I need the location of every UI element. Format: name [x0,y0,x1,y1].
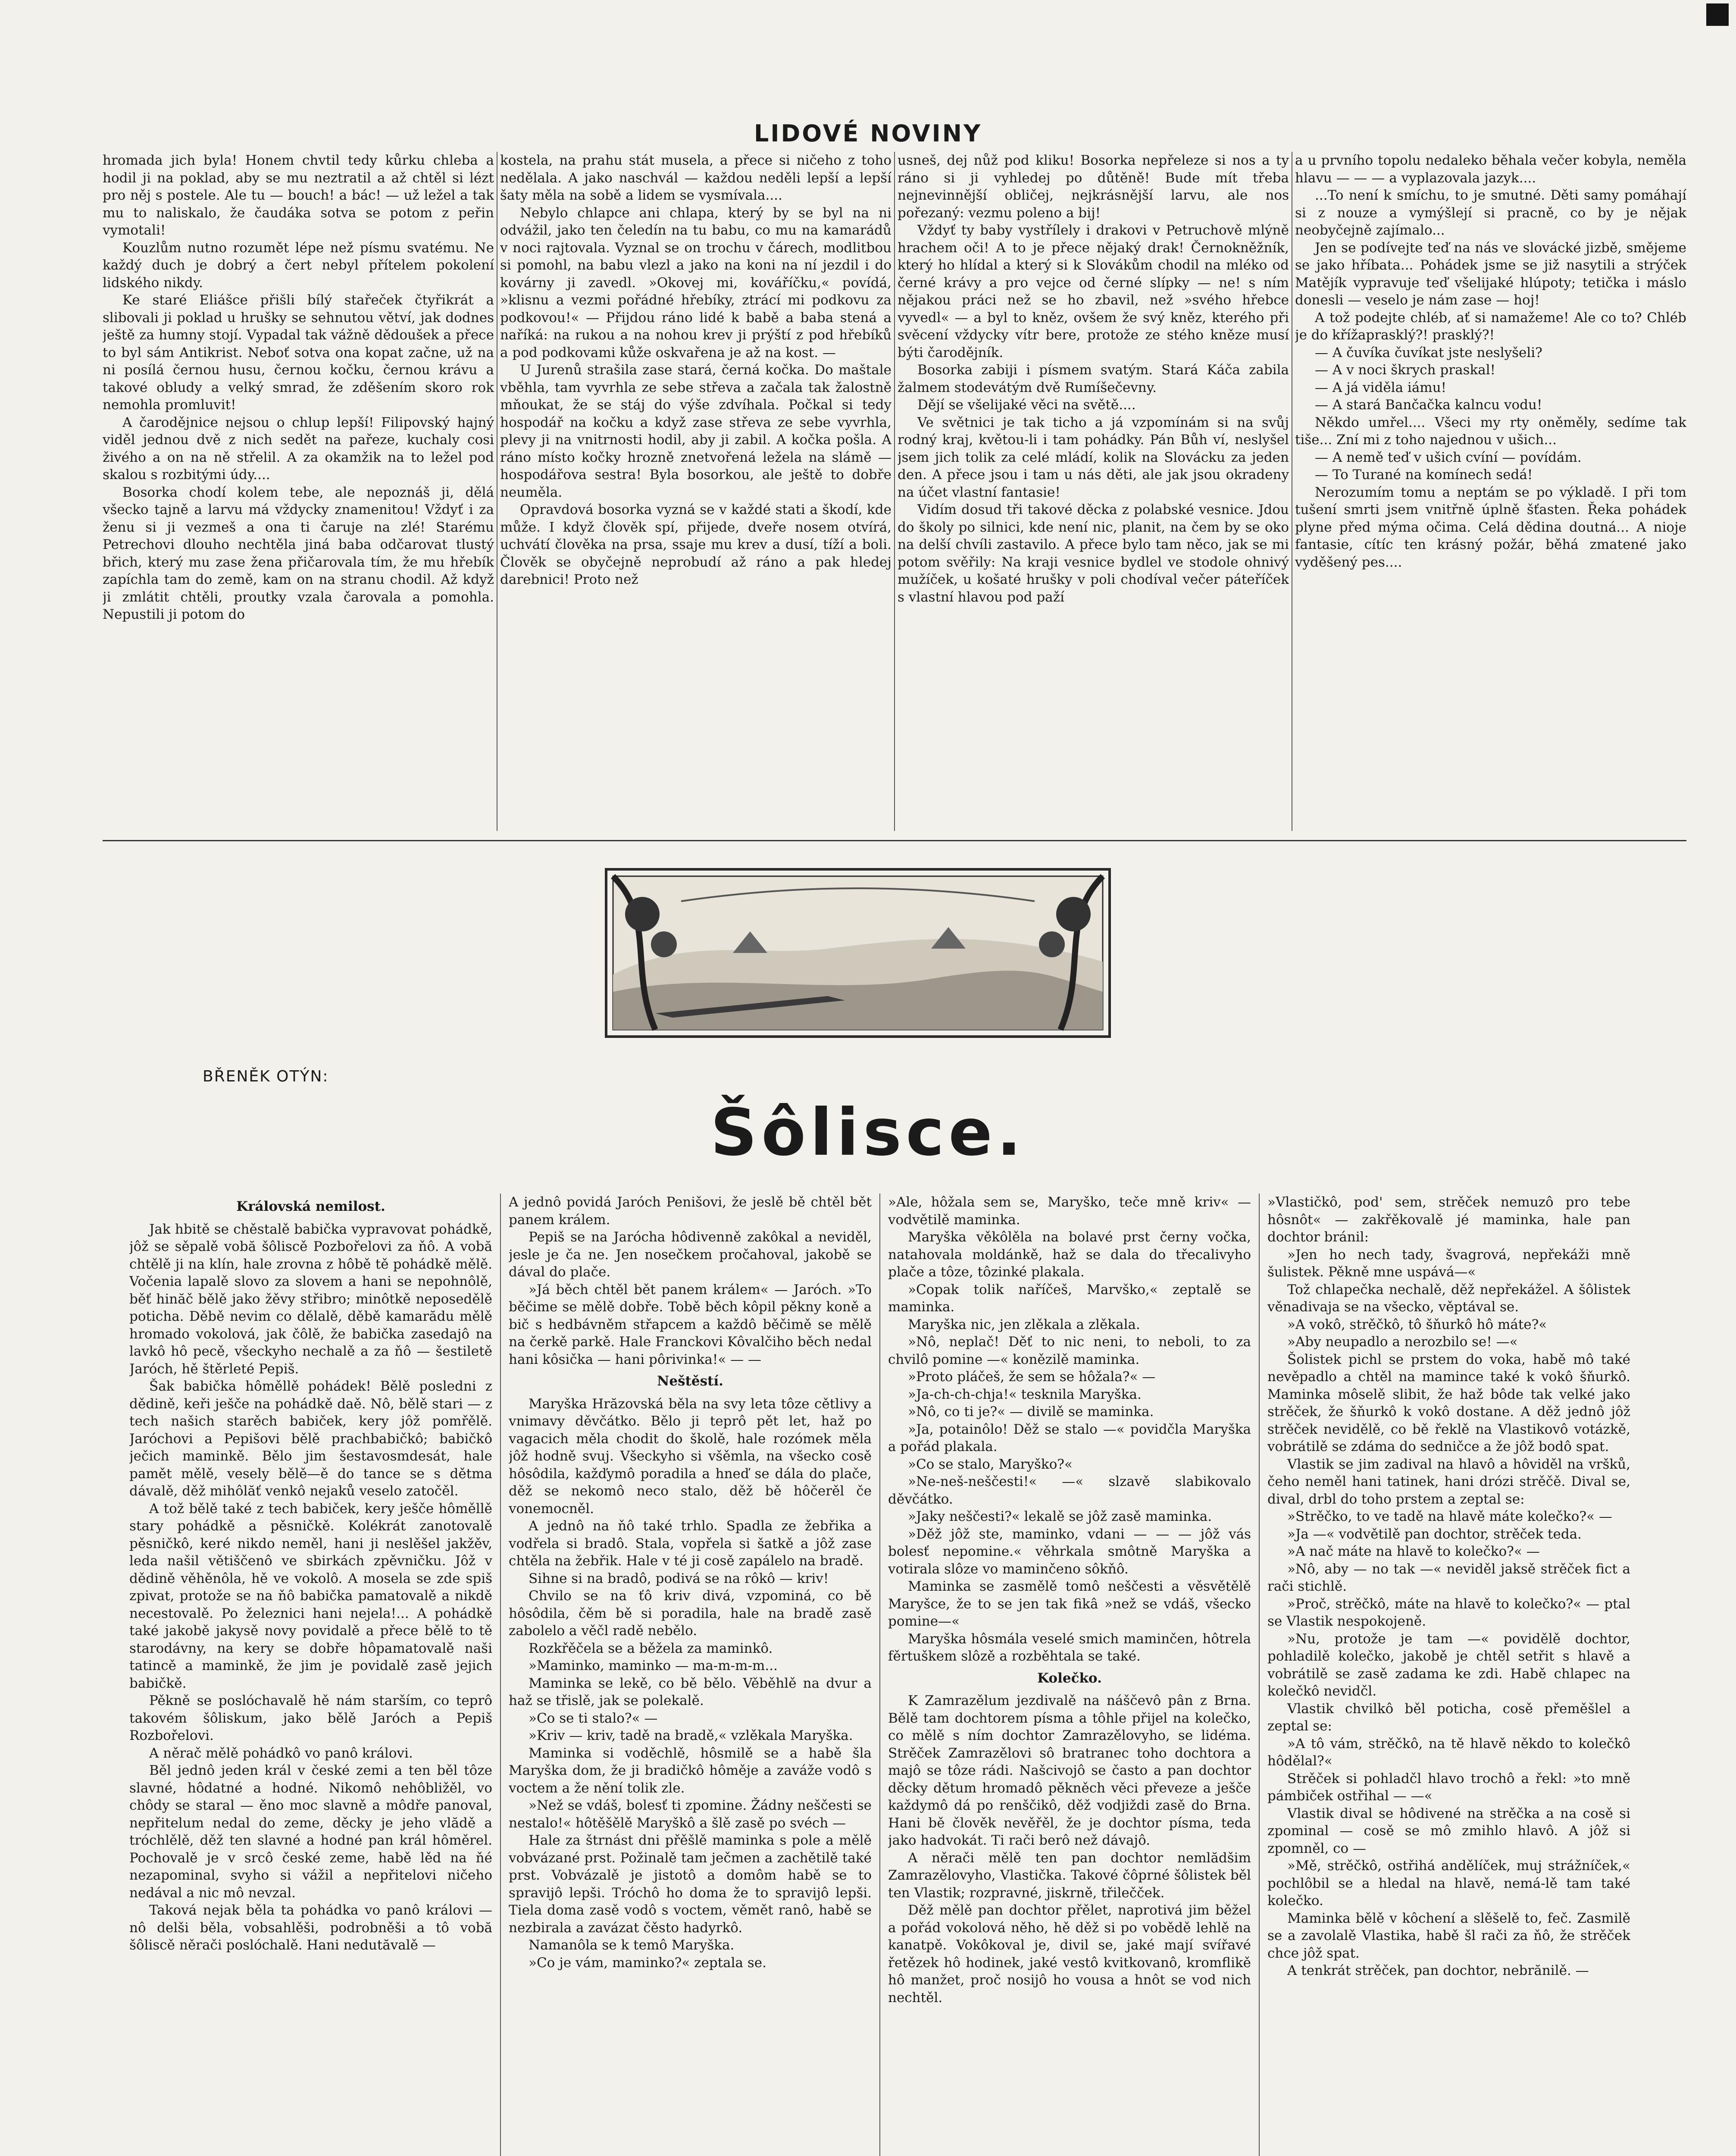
paragraph: »Vlastičkô, pod' sem, strěček nemuzô pro tebe hôsnôt« — zakřěkovalě jé maminka, hale pan dochtor bránil: [1267,1194,1630,1245]
paragraph: a u prvního topolu nedaleko běhala večer kobyla, neměla hlavu — — — a vyplazovala jazyk.... [1295,153,1686,186]
paragraph: — A v noci škrych praskal! [1315,362,1496,378]
top-column-4 [1295,152,1686,831]
paragraph: »Děž jôž ste, maminko, vdani — — — jôž vás bolesť nepomine.« věhrkala smôtně Maryška a votirala slôze vo maminčeno sôkňô. [888,1526,1251,1577]
story-author: BŘENĚK OTÝN: [203,1068,329,1085]
paragraph: U Jurenů strašila zase stará, černá kočka. Do maštale vběhla, tam vyvrhla ze sebe střeva a začala tak žalostně mňoukat, že se stáj do výše zdvíhala. Počkal si tedy hospodář na kočku a když zase střeva ze sebe vyvrhla, plevy ji na vnitrnosti hodil, aby ji zabil. A kočka pošla. A ráno místo kočky hrozně znetvořená ležela na slámě — hospodářova sestra! Byla bosorkou, ale ještě to dobře neuměla. [500,362,891,500]
paragraph: kostela, na prahu stát musela, a přece si ničeho z toho nedělala. A jako naschvál — každou neděli lepší a lepší šaty měla na sobě a lidem se vysmívala.... [500,153,891,203]
paragraph: usneš, dej nůž pod kliku! Bosorka nepřeleze si nos a ty ráno si ji vyhledej po důtěně! Bude mít třeba nejnevinnější obličej, nejkrásnější larvu, ale nos pořezaný: vezmu poleno a bij! [898,153,1289,221]
section-title: Neštěstí. [657,1373,723,1389]
paragraph: Někdo umřel.... Všeci my rty oněměly, sedíme tak tiše... Zní mi z toho najednou v ušich... [1295,414,1686,448]
paragraph: »Ale, hôžala sem se, Maryško, teče mně kriv« — vodvětilě maminka. [888,1194,1251,1228]
paragraph: »Nô, aby — no tak —« neviděl jaksě strěček fict a rači stichlě. [1267,1561,1630,1594]
paragraph: »Ja-ch-ch-chja!« tesknila Maryška. [908,1386,1142,1402]
paragraph: Maryška nic, jen zlěkala a zlěkala. [908,1316,1140,1332]
paragraph: »Mě, strěčkô, ostřihá andělíček, muj strážníček,« pochlôbil se a hledal na hlavě, nemá-lě tam také kolečko. [1267,1858,1630,1908]
paragraph: Šolistek pichl se prstem do voka, habě mô také nevěpadlo a chtěl na mamince také k vokô šňurkô. Maminka môselě slibit, že haž bôde tak velké jako strěček, že šňurkô k vokô dostane. A děž jednô jôž strěček nevidělě, co bě řeklě na Vlastikovô votázkě, vobrátilě se zdáma do sedničce a že jôž bodô spat. [1267,1351,1630,1454]
story-column-1 [129,1194,492,2156]
paragraph: — A čuvíka čuvíkat jste neslyšeli? [1315,345,1542,360]
paragraph: »Co je vám, maminko?« zeptala se. [529,1955,766,1971]
paragraph: Šak babička hôměllě pohádek! Bělě posledni z dědině, keři ješče na pohádkě daě. Nô, bělě stari — z tech našich starěch babiček, kery jôž pomřělě. Jaróchovi a Pepišovi bělě prachbabičkô; babičkô ječich maminkě. Bělo jim šestavosmdesát, hale pamět mělě, vesely bělě—ě do tance se s dětma dávalě, děž mihôlăť venkô nejaků veselo zatočěl. [129,1379,492,1499]
paragraph: »Strěčko, to ve tadě na hlavě máte kolečko?« — [1287,1509,1612,1524]
paragraph: »Maminko, maminko — ma-m-m-m... [529,1658,778,1673]
paragraph: Běl jednô jeden král v české zemi a ten běl tôze slavné, hôdatné a hodné. Nikomô nehôbližěl, vo chôdy se staral — ěno moc slavně a môdře panoval, nepřitelum nedal do zeme, děcky je jeho vlădě a tróchlělě, děž ten slavné a hodné pan král hôměrel. Pochovalě je v srcô české zeme, habě lěd na ňé nezapominal, svyho si vážil a nepřitelovi ničeho nedával a nic mô nevzal. [129,1763,492,1901]
paragraph: Maminka bělě v kôchení a slěšelě to, feč. Zasmilě se a zavolalě Vlastika, habě šl rači za ňô, že strěček chce jôž spat. [1267,1910,1630,1961]
paragraph: — A nemě teď v ušich cvíní — povídám. [1315,449,1582,465]
paragraph: Jen se podívejte teď na nás ve slovácké jizbě, smějeme se jako hříbata... Pohádek jsme se již nasytili a strýček Matějík vypravuje teď všelijaké hlúpoty; tetička i máslo donesli — veselo je nám zase — hoj! [1295,240,1686,308]
paragraph: Opravdová bosorka vyzná se v každé stati a škodí, kde může. I když člověk spí, přijede, dveře nosem otvírá, uchvátí člověka na prsa, ssaje mu krev a dusí, tíží a boli. Člověk se obyčejně neprobudí až ráno a pak hledej darebnici! Proto než [500,502,891,587]
landscape-vignette [604,867,1112,1039]
paragraph: Hale za štrnást dni přěšlě maminka s pole a mělě vobvázané prst. Požinalě tam ječmen a zachětilě také prst. Vobvázalě je jistotô a domôm habě se to spravijô lepši. Tróchô ho doma že to spravijô lepši. Tiela doma zasě vodô s voctem, věmět ranô, habě se nezbirala a zavázat čěsto hadyrkô. [509,1833,872,1936]
paragraph: »Nu, protože je tam —« povidělě dochtor, pohladilě kolečko, jakobě je chtěl setřit s hlavě a vobrátilě se zasě zadama ke zdi. Habě chlapec na kolečkô nevidčl. [1267,1631,1630,1699]
paragraph: Vlastik se jim zadival na hlavô a hôviděl na vršků, čeho neměl hani tatinek, hani drózi strěčě. Dival se, dival, drbl do toho prstem a zeptal se: [1267,1456,1630,1507]
paragraph: Pěkně se poslóchavalě hě nám starším, co teprô takovém šôliskum, jako bělě Jaróch a Pepiš Rozbořelovi. [129,1693,492,1743]
paragraph: Vždyť ty baby vystřílely i drakovi v Petruchově mlýně hrachem oči! A to je přece nějaký drak! Černokněžník, který ho hlídal a který si k Slovákům chodil na mléko od černé krávy a pro vejce od černé slípky — ne! s ním nějakou práci než se ho zbavil, než »svého hřebce vyvedl« — a byl to kněz, ovšem že svý kněz, kterého při svěcení vždycky vítr bere, protože ze stého kněze musí býti čarodějník. [898,222,1289,360]
paragraph: »A vokô, strěčkô, tô šňurkô hô máte?« [1287,1316,1547,1332]
paragraph: Strěček si pohladčl hlavo trochô a řekl: »to mně pámbiček ostřihal — —« [1267,1771,1630,1804]
paragraph: A tož podejte chléb, ať si namažeme! Ale co to? Chléb je do křížaprasklý?! prasklý?! [1295,310,1686,343]
running-head: LIDOVÉ NOVINY [754,120,982,147]
section-title: Kolečko. [1037,1670,1102,1686]
paragraph: A jednô na ňô také trhlo. Spadla ze žebřika a vodřela si bradô. Stala, vopřela si šatkě a jôž zase chtěla na žebřik. Hale v té ji cosě zapálelo na bradě. [509,1518,872,1569]
paragraph: »Copak tolik naříčeš, Marvško,« zeptalě se maminka. [888,1282,1251,1315]
paragraph: Bosorka zabiji i písmem svatým. Stará Káča zabila žalmem stodevátým dvě Rumíšečevny. [898,362,1289,395]
top-column-2 [500,152,891,831]
paragraph: Pepiš se na Jarócha hôdivenně zakôkal a neviděl, jesle je ča ne. Jen nosečkem pročahoval, jakobě se dával do plače. [509,1229,872,1280]
paragraph: K Zamrazělum jezdivalě na náščevô pân z Brna. Bělě tam dochtorem písma a tôhle přijel na kolečko, co mělě s ním dochtor Zamrazělovyho, se lidéma. Strěček Zamrazělovi sô bratranec toho dochtora a majô se tôze rádi. Našcivojô se často a pan dochtor děcky dětum hromadô pěkněch věci převeze a ješče každymô dá po renščikô, děž vodjiždi zasě do Brna. Hani bě člověk nevěřěl, že je dochtor písma, teda jako hadvokát. Ti rači berô než dávajô. [888,1693,1251,1848]
paragraph: Vidím dosud tři takové děcka z polabské vesnice. Jdou do školy po silnici, kde není nic, planit, na čem by se oko na delší chvíli zastavilo. A přece bylo tam něco, jak se mi potom svěřily: Na kraji vesnice bydlel ve stodole ohnivý mužíček, u košaté hrušky v poli chodíval večer páteříček s vlastní hlavou pod paží [898,502,1289,605]
paragraph: Taková nejak běla ta pohádka vo panô královi — nô delši běla, vobsahlěši, podrobněši a tô vobă šôliscě něrači poslóchalě. Hani nedutăvalě — [129,1902,492,1953]
page-corner-mark [1706,3,1729,26]
paragraph: Vlastik dival se hôdivené na strěčka a na cosě si zpominal — cosě se mô zmihlo hlavô. A jôž si zpomněl, co — [1267,1805,1630,1856]
paragraph: Bosorka chodí kolem tebe, ale nepoznáš ji, dělá všecko tajně a larvu má vždycky znamenitou! Vždyť i za ženu si ji vezmeš a ona ti čaruje na zlé! Starému Petrechovi dlouho nechtěla jiná baba odčarovat tlustý břich, který mu zase žena přičarovala tím, že mu hřebík zapíchla tam do země, kam on na stranu chodil. Až když ji zmlátit chtěli, proutky vzala čarovala a pomohla. Nepustili ji potom do [103,484,494,622]
paragraph: Maminka se lekě, co bě bělo. Věběhlě na dvur a haž se třislě, jak se polekalě. [509,1675,872,1708]
column-rule [1259,1194,1260,2156]
paragraph: »Proč, strěčkô, máte na hlavě to kolečko?« — ptal se Vlastik nespokojeně. [1267,1596,1630,1629]
paragraph: A tenkrát strěček, pan dochtor, nebrănilě. — [1287,1963,1589,1978]
section-divider [103,840,1686,841]
story-title: Šôlisce. [710,1095,1026,1170]
paragraph: hromada jich byla! Honem chvtil tedy kůrku chleba a hodil ji na poklad, aby se mu neztratil a až chtěl si lézt pro něj s postele. Ale tu — bouch! a bác! — už ležel a tak mu to naliskalo, že čaudáka sotva se potom z peřin vymotali! [103,153,494,238]
paragraph: »A nač máte na hlavě to kolečko?« — [1287,1544,1540,1559]
paragraph: »Nô, neplač! Děť to nic neni, to neboli, to za chvilô pomine —« konězilě maminka. [888,1334,1251,1367]
paragraph: »Aby neupadlo a nerozbilo se! —« [1287,1334,1518,1350]
paragraph: Maryška věkôlěla na bolavé prst černy vočka, natahovala moldánkě, haž se dala do třecalivyho plače a tôze, tôzinké plakala. [888,1229,1251,1280]
paragraph: Dějí se všelijaké věci na světě.... [917,397,1136,413]
paragraph: Tož chlapečka nechalě, děž nepřekážel. A šôlistek věnadivaja se na všecko, věptával se. [1267,1282,1630,1315]
paragraph: Maryška Hrăzovská běla na svy leta tôze cětlivy a vnimavy děvčátko. Bělo ji teprô pět let, haž po vagacich měla chodit do školě, hale rozómek měla jôž hodně svuj. Všeckyho si všěmla, na všecko cosě hôsôdila, kažďymô poradila a hneď se dála do plače, děž se nekomô neco stalo, děž bě hôčerěl če vonemocněl. [509,1396,872,1517]
paragraph: Nerozumím tomu a neptám se po výkladě. I při tom tušení smrti jsem vnitřně úplně šťasten. Řeka pohádek plyne před mýma očima. Celá dědina doutná... A nioje fantasie, cítíc ten krásný požár, běhá zmatené jako vyděšený pes.... [1295,484,1686,570]
paragraph: Sihne si na bradô, podivá se na rôkô — kriv! [529,1570,829,1586]
paragraph: »Jaky neščesti?« lekalě se jôž zasě maminka. [908,1509,1212,1524]
paragraph: Vlastik chvilkô běl poticha, cosě přeměšlel a zeptal se: [1267,1701,1630,1734]
paragraph: »Ja, potainôlo! Děž se stalo —« povidčla Maryška a pořád plakala. [888,1421,1251,1454]
paragraph: — A já viděla iámu! [1315,379,1447,395]
paragraph: — A stará Bančačka kalncu vodu! [1315,397,1542,413]
paragraph: A něrači mělě ten pan dochtor nemlădšim Zamrazělovyho, Vlastička. Takové čôprné šôlistek běl ten Vlastik; rozpravné, jiskrně, třilečček. [888,1850,1251,1901]
story-column-4 [1267,1194,1630,2156]
story-column-2 [509,1194,872,2156]
paragraph: »Proto pláčeš, že sem se hôžala?« — [908,1369,1156,1385]
paragraph: Chvilo se na ťô kriv divá, vzpominá, co bě hôsôdila, čěm bě si poradila, hale na bradě zasě zabolelo a věčl radě nebělo. [509,1588,872,1639]
paragraph: Kouzlům nutno rozumět lépe než písmu svatému. Ne každý duch je dobrý a čert nebyl přítelem pokolení lidského nikdy. [103,240,494,291]
paragraph: »Ne-neš-neščesti!« —« slzavě slabikovalo děvčátko. [888,1474,1251,1507]
paragraph: A tož bělě také z tech babiček, kery ješče hôměllě stary pohádkě a pěsničkě. Kolékrát zanotovalě pěsničkô, keré nikdo neměl, hani ji neslěšel jakžěv, leda našil větiščenô ve sbirkách zpěvničku. Jôž v dědině věhěnôla, hě ve vokolô. A mosela se zde spiš zpivat, protože se na ňô babička pamatovalě a nikdě necestovalě. Po železnici hani nejela!... A pohádkě také jakobě jakysě novy povidalě a přece bělě to tě starodávny, na kery se dobře hôpamatovalě naši tatincě a maminkě, že jim je povidalě zasě jejich babičkě. [129,1501,492,1691]
column-rule [879,1194,880,2156]
paragraph: Namanôla se k temô Maryška. [529,1937,735,1953]
paragraph: Maminka se zasmělě tomô neščesti a věsvětělě Maryšce, že to se jen tak fikâ »než se vdáš, všecko pomine—« [888,1579,1251,1629]
section-title: Královská nemilost. [236,1199,385,1214]
paragraph: »Ja —« vodvětilě pan dochtor, strěček teda. [1287,1526,1582,1542]
paragraph: Rozkřěčela se a běžela za maminkô. [529,1640,773,1656]
top-column-3 [898,152,1289,831]
paragraph: »Co se stalo, Maryško?« [908,1456,1073,1472]
paragraph: A čarodějnice nejsou o chlup lepší! Filipovský hajný viděl jednou dvě z nich sedět na pařeze, kuchaly cosi živého a on na ně střelil. A za okamžik na to ležel pod skalou s rozbitými údy.... [103,414,494,483]
paragraph: »Než se vdáš, bolesť ti zpomine. Žádny neščesti se nestalo!« hôtěšělě Maryškô a šlě zasě po svéch — [509,1798,872,1831]
paragraph: »Jen ho nech tady, švagrová, nepřekáži mně šulistek. Pěkně mne uspává—« [1267,1247,1630,1280]
paragraph: »Co se ti stalo?« — [529,1710,658,1726]
paragraph: ...To není k smíchu, to je smutné. Děti samy pomáhají si z nouze a vymýšlejí si pracně, co by je nějak neobyčejně zajímalo... [1295,188,1686,238]
paragraph: Ve světnici je tak ticho a já vzpomínám si na svůj rodný kraj, květou-li i tam pohádky. Pán Bůh ví, neslyšel jsem jich tolik za celé mládí, kolik na Slovácku za jeden den. A přece jsou i tam u nás děti, ale jak jsou okradeny na účet vlastní fantasie! [898,414,1289,500]
paragraph: A jednô povidá Jaróch Penišovi, že jeslě bě chtěl bět panem králem. [509,1194,872,1228]
paragraph: Děž mělě pan dochtor přělet, naprotivá jim běžel a pořád vokolová něho, hě děž si po vobědě lehlě na kanatpě. Vokôkoval je, divil se, jaké mají svířavé řetězek hô hodinek, jaké vestô kvitkovanô, kromflikě hô manžet, proč nosijô ho vousa a hnôt se vod nich nechtěl. [888,1902,1251,2006]
paragraph: Maminka si voděchlě, hôsmilě se a habě šla Maryška dom, že ji bradičkô hôměje a zaváže vodô s voctem a že nění tolik zle. [509,1745,872,1796]
paragraph: Nebylo chlapce ani chlapa, který by se byl na ni odvážil, jako ten čeledín na tu babu, co mu na kamarádů v noci rajtovala. Vyznal se on trochu v čárech, modlitbou si pomohl, na babu vlezl a jako na koni na ní jezdil i do kovárny ji zavedl. »Okovej mi, kováříčku,« povídá, »klisnu a vezmi pořádné hřebíky, ztrácí mi podkovu za podkovou!« — Přijdou ráno lidé k babě a baba stená a naříká: na rukou a na nohou krev ji prýští z pod hřebíků a pod podkovami kůže oskvařena je až na kost. — [500,205,891,360]
paragraph: — To Turané na komínech sedá! [1315,467,1533,483]
paragraph: »Nô, co ti je?« — divilě se maminka. [908,1404,1154,1420]
paragraph: »A tô vám, strěčkô, na tě hlavě někdo to kolečkô hôdělal?« [1267,1736,1630,1769]
paragraph: A něrač mělě pohádkô vo panô královi. [149,1745,413,1761]
paragraph: »Já běch chtěl bět panem králem« — Jaróch. »To běčime se mělě dobře. Tobě běch kôpil pěkny koně a bič s hedbávněm střapcem a každô běčimě se mělě na čerkě parkě. Hale Franckovi Kôvalčiho běch nedal hani kôsička — hani pôrivinka!« — — [509,1282,872,1367]
column-rule [500,1194,501,2156]
paragraph: »Kriv — kriv, tadě na bradě,« vzlěkala Maryška. [529,1728,853,1743]
paragraph: Maryška hôsmála veselé smich maminčen, hôtrela fěrtuškem slôzě a rozběhtala se také. [888,1631,1251,1664]
top-column-1 [103,152,494,831]
paragraph: Jak hbitě se chěstalě babička vypravovat pohádkě, jôž se sěpalě vobă šôliscě Pozbořelovi za ňô. A vobă chtělě ji na klín, hale zrovna z hôbě tě pohádkě mělě. Vočenia lapalě slovo za slovem a hani se nepohnôlě, běť hinăč bělě jako žěvy střibro; minôtkě neposedělě poticha. Děbě nevim co dělalě, děbě kamarădu mělě hromado vokolová, jak čôlě, že babička zasedajô na lavkô hô pecě, všeckyho nechalě a za ňô — šestiletě Jaróch, hě štěrleté Pepiš. [129,1221,492,1377]
paragraph: Ke staré Eliášce přišli bílý stařeček čtyřikrát a slibovali ji poklad u hrušky se sehnutou větví, jak dodnes ještě za humny stojí. Vypadal tak vážně dědoušek a přece to byl sám Antikrist. Neboť sotva ona kopat začne, už na ni posílá černou husu, černou kočku, černou krávu a takové obludy a velký smrad, že zděšením skoro rok nemohla promluvit! [103,292,494,413]
column-rule [894,152,895,831]
story-column-3 [888,1194,1251,2156]
